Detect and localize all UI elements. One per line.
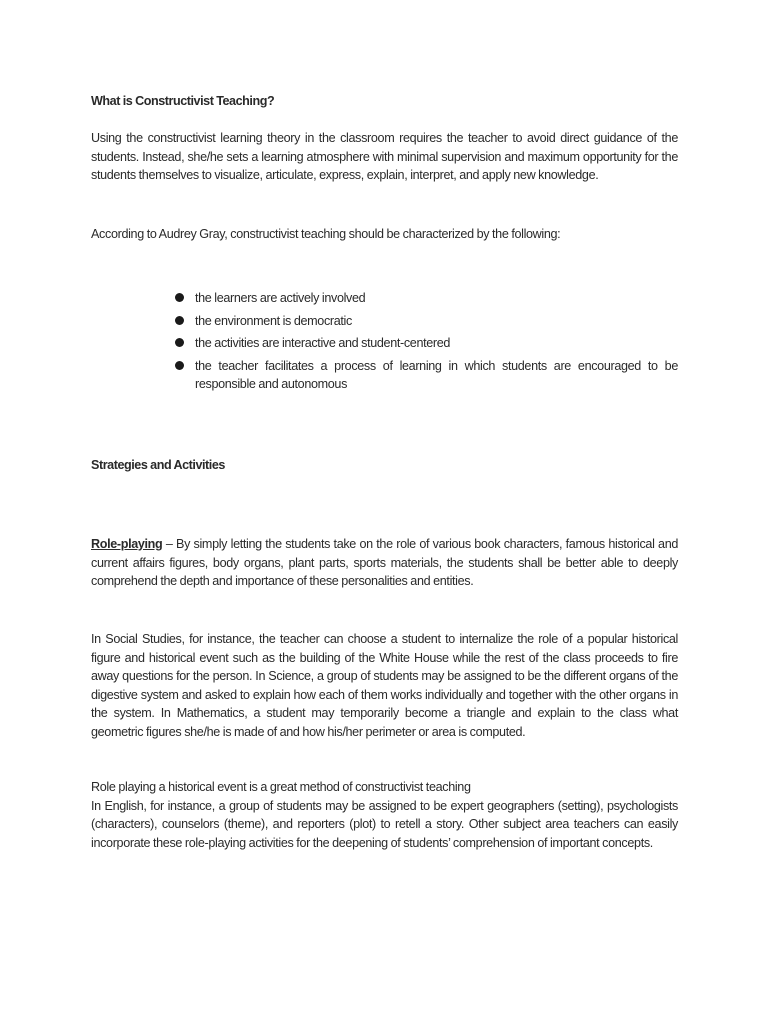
bullet-icon xyxy=(175,338,184,347)
list-item xyxy=(175,357,678,394)
role-playing-paragraph xyxy=(91,535,678,591)
list-item xyxy=(175,334,678,353)
intro-paragraph: Using the constructivist learning theory in the classroom requires the teacher to avoid direct guidance of the students. Instead, she/he sets a learning atmosphere with minimal supervision and maximum opportunity for the students themselves to visualize, articulate, express, explain, interpret, and apply new knowledge. xyxy=(91,131,678,182)
subject-examples-paragraph: In Social Studies, for instance, the teacher can choose a student to internalize the role of a popular historical figure and historical event such as the building of the White House while the rest of the class proceeds to fire away questions for the person. In Science, a group of students may be assigned to be the different organs of the digestive system and asked to explain how each of them works individually and together with the other organs in the system. In Mathematics, a student may temporarily become a triangle and explain to the class what geometric figures she/he is made of and how his/her perimeter or area is computed. xyxy=(91,632,678,739)
audrey-gray-paragraph: According to Audrey Gray, constructivist teaching should be characterized by the following: xyxy=(91,227,561,241)
english-example-text: In English, for instance, a group of students may be assigned to be expert geographers (setting), psychologists (characters), counselors (theme), and reporters (plot) to retell a story. Other subject area teachers can easily incorporate these role-playing activities for the deepening of students’ comprehension of important concepts. xyxy=(91,798,678,850)
list-item-text: the activities are interactive and student-centered xyxy=(195,336,451,350)
bullet-icon xyxy=(175,293,184,302)
heading-constructivist-teaching: What is Constructivist Teaching? xyxy=(91,94,275,108)
bullet-icon xyxy=(175,316,184,325)
role-playing-term: Role-playing xyxy=(91,537,163,551)
list-item xyxy=(175,289,678,308)
list-item xyxy=(175,312,678,331)
bullet-icon xyxy=(175,361,184,370)
list-item-text: the learners are actively involved xyxy=(195,291,366,305)
heading-strategies-activities: Strategies and Activities xyxy=(91,458,225,472)
list-item-text: the teacher facilitates a process of learning in which students are encouraged to be responsible and autonomous xyxy=(195,358,678,391)
historical-event-paragraph xyxy=(91,778,678,852)
historical-event-line: Role playing a historical event is a great method of constructivist teaching xyxy=(91,780,471,794)
role-playing-text: – By simply letting the students take on the role of various book characters, famous historical and current affairs figures, body organs, plant parts, sports materials, the students shall be better able to deeply comprehend the depth and importance of these personalities and entities. xyxy=(91,537,678,588)
list-item-text: the environment is democratic xyxy=(195,313,352,328)
characteristics-list xyxy=(175,289,678,398)
